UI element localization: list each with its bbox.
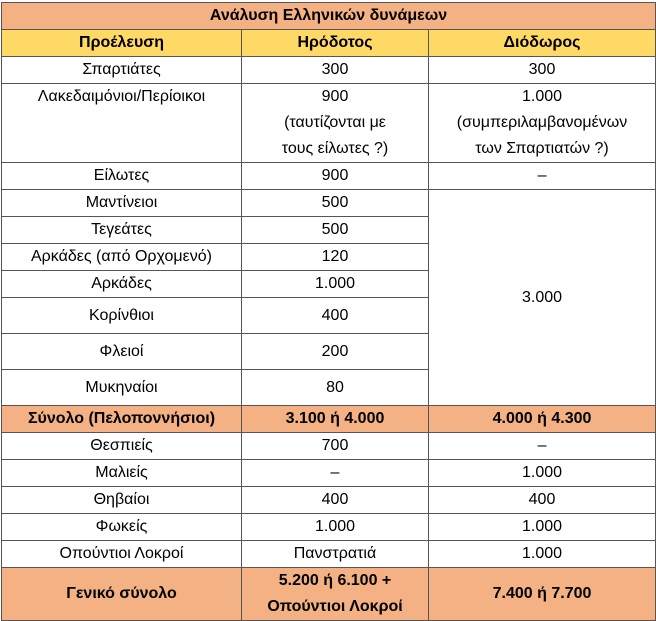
origin-cell: Θεσπιείς: [2, 433, 242, 460]
herodotus-cell: 200: [242, 334, 429, 370]
herodotus-cell: –: [242, 460, 429, 487]
diodorus-cell: –: [429, 163, 656, 190]
herodotus-cell: 500: [242, 217, 429, 244]
origin-cell: Θηβαίοι: [2, 487, 242, 514]
subtotal-diodorus: 4.000 ή 4.300: [429, 406, 656, 433]
herodotus-cell: [242, 84, 429, 163]
grand-total-row: [2, 568, 656, 621]
diodorus-cell: –: [429, 433, 656, 460]
diodorus-cell: 1.000: [429, 460, 656, 487]
herodotus-cell: 300: [242, 57, 429, 84]
table-row: [2, 487, 656, 514]
herodotus-cell: 500: [242, 190, 429, 217]
subtotal-label: Σύνολο (Πελοποννήσιοι): [2, 406, 242, 433]
origin-cell: Μαντίνειοι: [2, 190, 242, 217]
table-row: [2, 514, 656, 541]
herodotus-cell: 1.000: [242, 514, 429, 541]
header-diodorus: Διόδωρος: [429, 30, 656, 57]
origin-cell: Μαλιείς: [2, 460, 242, 487]
subtotal-row: [2, 406, 656, 433]
table-row: [2, 460, 656, 487]
herodotus-cell: Πανστρατιά: [242, 541, 429, 568]
diodorus-cell: 1.000: [429, 514, 656, 541]
grand-total-herodotus-line: 5.200 ή 6.100 +: [278, 572, 392, 589]
table-row: [2, 433, 656, 460]
origin-cell: Λακεδαιμόνιοι/Περίοικοι: [2, 84, 242, 163]
herodotus-cell: 400: [242, 487, 429, 514]
origin-cell: Αρκάδες (από Ορχομενό): [2, 244, 242, 271]
origin-cell: Αρκάδες: [2, 271, 242, 298]
table-row: [2, 57, 656, 84]
origin-cell: Κορίνθιοι: [2, 298, 242, 334]
table-row: [2, 84, 656, 163]
diodorus-cell: 300: [429, 57, 656, 84]
herodotus-cell: 400: [242, 298, 429, 334]
header-row: [2, 30, 656, 57]
header-origin: Προέλευση: [2, 30, 242, 57]
table-title: Ανάλυση Ελληνικών δυνάμεων: [2, 3, 656, 30]
origin-cell: Σπαρτιάτες: [2, 57, 242, 84]
origin-cell: Φωκείς: [2, 514, 242, 541]
diodorus-cell: 400: [429, 487, 656, 514]
herodotus-note: (ταυτίζονται με: [284, 114, 386, 131]
table-title-row: [2, 3, 656, 30]
origin-cell: Φλειοί: [2, 334, 242, 370]
herodotus-cell: 1.000: [242, 271, 429, 298]
diodorus-cell: [429, 84, 656, 163]
herodotus-cell: 700: [242, 433, 429, 460]
herodotus-cell: 120: [242, 244, 429, 271]
grand-total-herodotus-line: Οπούντιοι Λοκροί: [267, 598, 403, 615]
grand-total-diodorus: 7.400 ή 7.700: [429, 568, 656, 621]
herodotus-note: τους είλωτες ?): [281, 140, 389, 157]
grand-total-herodotus: [242, 568, 429, 621]
grand-total-label: Γενικό σύνολο: [2, 568, 242, 621]
subtotal-herodotus: 3.100 ή 4.000: [242, 406, 429, 433]
diodorus-note: των Σπαρτιατών ?): [475, 140, 609, 157]
herodotus-value: 900: [321, 88, 349, 105]
diodorus-note: (συμπεριλαμβανομένων: [456, 114, 628, 131]
origin-cell: Τεγεάτες: [2, 217, 242, 244]
origin-cell: Οπούντιοι Λοκροί: [2, 541, 242, 568]
diodorus-merged-cell: 3.000: [429, 190, 656, 406]
herodotus-cell: 80: [242, 370, 429, 406]
herodotus-cell: 900: [242, 163, 429, 190]
origin-cell: Είλωτες: [2, 163, 242, 190]
table-row: [2, 541, 656, 568]
diodorus-value: 1.000: [521, 88, 563, 105]
table-row: [2, 163, 656, 190]
table-row: [2, 190, 656, 217]
origin-cell: Μυκηναίοι: [2, 370, 242, 406]
greek-forces-table: [1, 2, 656, 621]
header-herodotus: Ηρόδοτος: [242, 30, 429, 57]
diodorus-cell: 1.000: [429, 541, 656, 568]
